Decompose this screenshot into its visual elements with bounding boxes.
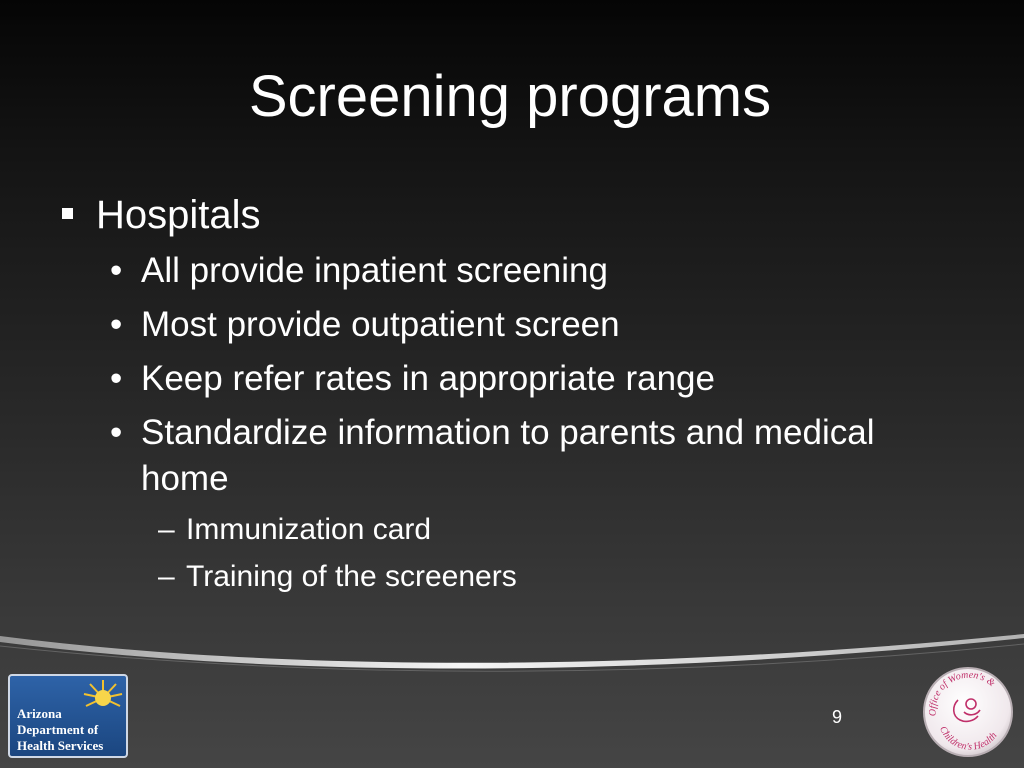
seal-text-bottom: Children's Health [937, 724, 1000, 753]
sub-sub-bullet-text: Training of the screeners [186, 560, 517, 593]
dash-bullet-icon: – [158, 560, 175, 593]
round-bullet-icon: • [110, 359, 123, 398]
sub-sub-bullet-immunization [58, 511, 958, 549]
sub-bullet-outpatient [58, 302, 958, 348]
womens-childrens-health-seal [922, 666, 1014, 758]
sub-sub-bullet-text: Immunization card [186, 513, 432, 546]
bullet-text: Hospitals [96, 193, 261, 237]
sub-bullet-text: Most provide outpatient screen [141, 305, 620, 344]
round-bullet-icon: • [110, 305, 123, 344]
dash-bullet-icon: – [158, 513, 175, 546]
round-bullet-icon: • [110, 413, 123, 452]
agency-name: Arizona Department of Health Services [17, 706, 104, 753]
round-bullet-icon: • [110, 251, 123, 290]
agency-logo [8, 674, 128, 758]
sub-bullet-text: All provide inpatient screening [141, 251, 608, 290]
seal-text-top: Office of Women's & [927, 669, 997, 717]
square-bullet-icon [62, 208, 73, 219]
bullet-list [58, 190, 958, 596]
sub-bullet-text: Standardize information to parents and medical home [141, 413, 875, 498]
decorative-swoosh [0, 620, 1024, 690]
sub-bullet-text: Keep refer rates in appropriate range [141, 359, 715, 398]
page-number: 9 [831, 707, 842, 727]
slide-title: Screening programs [248, 64, 772, 129]
bullet-hospitals [58, 190, 958, 240]
sub-bullet-inpatient [58, 248, 958, 294]
sub-bullet-refer-rates [58, 356, 958, 402]
sub-bullet-standardize [58, 410, 958, 502]
sub-sub-bullet-training [58, 558, 958, 596]
